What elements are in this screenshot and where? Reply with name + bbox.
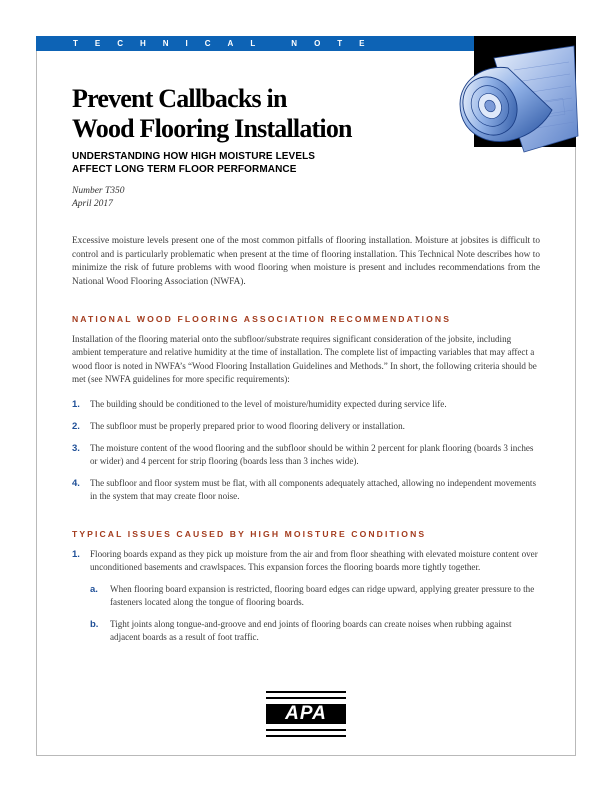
list-item (72, 398, 540, 411)
nwfa-paragraph: Installation of the flooring material onto the subfloor/substrate requires significant consideration of the jobsite, including ambient temperature and relative humidity at the time of installation. The complete list of impacting variables that may affect a wood floor is noted in NWFA’s “Wood Flooring Installation Guidelines and Methods.” In short, the following criteria should be met (see NWFA guidelines for more specific requirements): (72, 334, 537, 384)
list-item (72, 442, 540, 469)
document-date: April 2017 (72, 198, 113, 209)
list-item (72, 477, 540, 504)
list-text: The building should be conditioned to the level of moisture/humidity expected during service life. (90, 399, 447, 409)
moisture-issues-list (72, 548, 540, 653)
sublist-text: Tight joints along tongue-and-groove and end joints of flooring boards can create noises when rubbing against adjacent boards as a result of foot traffic. (110, 618, 512, 643)
logo-stripe (266, 735, 346, 737)
logo-stripe (266, 729, 346, 731)
subtitle-line-1: UNDERSTANDING HOW HIGH MOISTURE LEVELS (72, 151, 316, 162)
list-text: The subfloor and floor system must be flat, with all components adequately attached, allowing no independent movements in the system that may create floor noise. (90, 477, 536, 502)
nwfa-criteria-list (72, 398, 540, 512)
logo-stripe (266, 697, 346, 699)
sublist-item (90, 618, 540, 645)
section-heading-nwfa: NATIONAL WOOD FLOORING ASSOCIATION RECOMMENDATIONS (72, 314, 452, 324)
right-rule (575, 147, 576, 756)
sublist-letter: b. (90, 618, 99, 630)
technical-note-banner (36, 36, 474, 51)
apa-logo (266, 690, 346, 738)
list-text: Flooring boards expand as they pick up moisture from the air and from floor sheathing with elevated moisture content over unconditioned basements and crawlspaces. This expansion forces the flooring boards more tightly together. (90, 549, 538, 573)
document-number: Number T350 (72, 186, 125, 196)
list-item (72, 420, 540, 433)
document-meta (72, 185, 125, 210)
list-number: 3. (72, 442, 80, 454)
list-number: 2. (72, 420, 80, 432)
sublist-letter: a. (90, 583, 98, 595)
title-line-2: Wood Flooring Installation (72, 114, 352, 143)
intro-paragraph: Excessive moisture levels present one of the most common pitfalls of flooring installation. Moisture at jobsites is difficult to control and is particularly problematic when present at the time of flooring installation. This Technical Note describes how to minimize the risk of future problems with wood flooring when moisture is present and includes recommendations from the National Wood Flooring Association (NWFA). (72, 236, 540, 287)
sublist-text: When flooring board expansion is restricted, flooring board edges can ridge upward, applying greater pressure to the fasteners located along the tongue of flooring boards. (110, 583, 535, 607)
logo-wordmark: APA (266, 704, 346, 724)
list-text: The moisture content of the wood flooring and the subfloor should be within 2 percent for plank flooring (boards 3 inches or wider) and 4 percent for strip flooring (boards less than 3 inches wide). (90, 442, 534, 467)
title-line-1: Prevent Callbacks in (72, 84, 287, 113)
list-text: The subfloor must be properly prepared prior to wood flooring delivery or installation. (90, 420, 405, 431)
list-number: 4. (72, 477, 80, 489)
subtitle-line-2: AFFECT LONG TERM FLOOR PERFORMANCE (72, 164, 297, 175)
section-heading-issues: TYPICAL ISSUES CAUSED BY HIGH MOISTURE CONDITIONS (72, 529, 427, 539)
page-title (72, 84, 432, 144)
sublist-item (90, 583, 540, 610)
list-number: 1. (72, 549, 80, 560)
page-subtitle (72, 150, 392, 176)
blueprint-roll-icon (454, 40, 580, 158)
list-number: 1. (72, 399, 80, 410)
moisture-issues-sublist (90, 583, 540, 645)
list-item (72, 548, 540, 644)
banner-label: TECHNICAL NOTE (73, 39, 382, 48)
logo-stripe (266, 691, 346, 693)
